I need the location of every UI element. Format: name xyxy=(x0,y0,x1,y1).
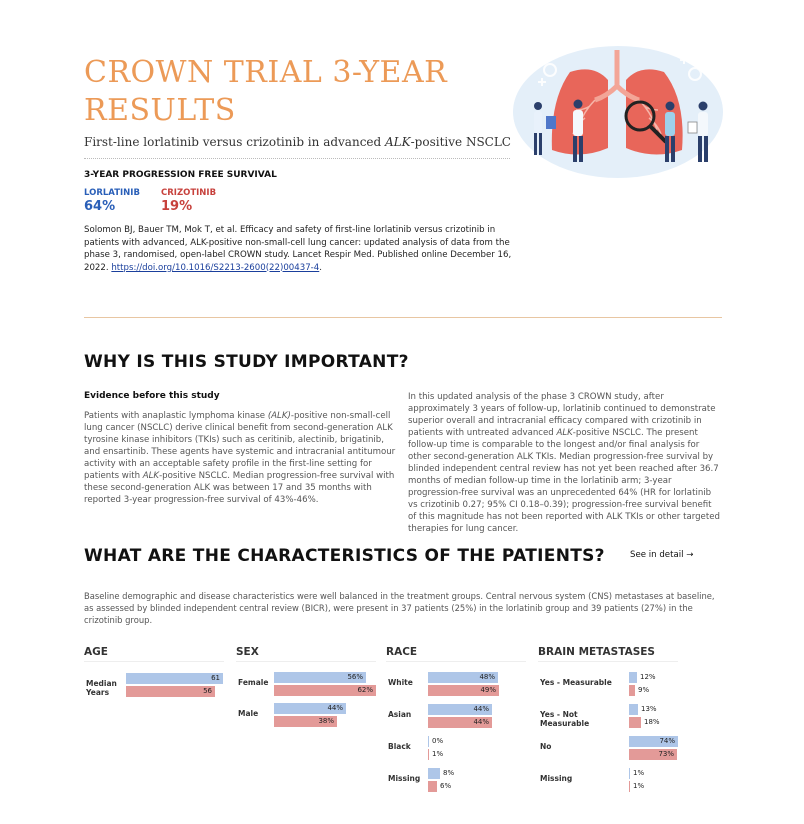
bar-value-label: 0% xyxy=(432,737,444,745)
bar-value-label: 74% xyxy=(659,737,675,745)
category-label: Yes - Not Measurable xyxy=(540,710,590,728)
crizotinib-bar xyxy=(629,685,650,696)
bar-value-label: 8% xyxy=(443,769,455,777)
lorlatinib-bar xyxy=(629,672,656,683)
bar-value-label: 62% xyxy=(357,686,373,694)
bar-value-label: 48% xyxy=(479,673,495,681)
bar-value-label: 1% xyxy=(633,769,645,777)
category-label: Female xyxy=(238,678,269,687)
section-divider xyxy=(84,317,722,318)
chart-title: BRAIN METASTASES xyxy=(538,646,678,662)
lorlatinib-bar xyxy=(428,768,455,779)
bar-value-label: 49% xyxy=(480,686,496,694)
bar-value-label: 13% xyxy=(641,705,657,713)
bar-value-label: 44% xyxy=(473,718,489,726)
category-label: Male xyxy=(238,709,259,718)
lorlatinib-bar xyxy=(274,672,366,683)
lorlatinib-bar xyxy=(126,673,223,684)
bar-value-label: 56% xyxy=(347,673,363,681)
bar-value-label: 9% xyxy=(638,686,650,694)
lorlatinib-bar xyxy=(629,736,678,747)
category-label: Asian xyxy=(388,710,412,719)
bar-value-label: 6% xyxy=(440,782,452,790)
bar-value-label: 1% xyxy=(432,750,444,758)
bar-value-label: 73% xyxy=(658,750,674,758)
lorlatinib-bar xyxy=(629,704,657,715)
chart-title: RACE xyxy=(386,646,526,662)
chart-title: AGE xyxy=(84,646,224,662)
evidence-heading: Evidence before this study xyxy=(84,391,220,401)
lorlatinib-bar xyxy=(428,736,444,747)
category-label: White xyxy=(388,678,413,687)
category-label: Median Years xyxy=(86,679,117,697)
lorlatinib-bar xyxy=(428,704,492,715)
category-label: No xyxy=(540,742,552,751)
category-label: Missing xyxy=(540,774,573,783)
analysis-text: In this updated analysis of the phase 3 CROWN study, after approximately 3 years of follow-up, lorlatinib continued to demonstrate superior overall and intracranial efficacy compared with crizotinib in patients with untreated advanced ALK-positive NSCLC. The present follow-up time is comparable to the longest and/or final analysis for other second-generation ALK TKIs. Median progression-free survival by blinded independent central review has not yet been reached after 36.7 months of median follow-up time in the lorlatinib arm; 3-year progression-free survival was an unprecedented 64% (HR for lorlatinib vs crizotinib 0.27; 95% CI 0.18–0.39); progression-free survival benefit of this magnitude has not been reported with ALK TKIs or other targeted therapies for lung cancer. xyxy=(408,392,720,534)
page-subtitle: First-line lorlatinib versus crizotinib in advanced ALK-positive NSCLC xyxy=(84,135,511,149)
lorlatinib-label: LORLATINIB xyxy=(84,188,140,198)
citation-link[interactable]: https://doi.org/10.1016/S2213-2600(22)00437-4 xyxy=(111,262,320,273)
evidence-text: Patients with anaplastic lymphoma kinase (ALK)-positive non-small-cell lung cancer (NSCLC) derive clinical benefit from second-generation ALK tyrosine kinase inhibitors (TKIs) such as ceritinib, alectinib, brigatinib, and ensartinib. These agents have systemic and intracranial antitumour activity with an acceptable safety profile in the first-line setting for patients with ALK-positive NSCLC. Median progression-free survival with these second-generation ALK was between 17 and 35 months with reported 3-year progression-free survival of 43%-46%. xyxy=(84,411,396,505)
crizotinib-bar xyxy=(126,686,215,697)
crizotinib-bar xyxy=(428,749,444,760)
lungs-illustration xyxy=(510,40,724,180)
bar-value-label: 12% xyxy=(640,673,656,681)
crizotinib-bar xyxy=(428,685,499,696)
category-label: Yes - Measurable xyxy=(540,678,612,687)
dotted-divider xyxy=(84,158,510,159)
crizotinib-bar xyxy=(428,717,492,728)
bar-value-label: 38% xyxy=(318,717,334,725)
bar-value-label: 18% xyxy=(644,718,660,726)
crizotinib-bar xyxy=(629,717,660,728)
pfs-title: 3-YEAR PROGRESSION FREE SURVIVAL xyxy=(84,170,277,180)
baseline-text: Baseline demographic and disease characteristics were well balanced in the treatment groups. Central nervous system (CNS) metastases at baseline, as assessed by blinded independent central review (BICR), were present in 37 patients (25%) in the lorlatinib group and 39 patients (27%) in the crizotinib group. xyxy=(84,591,715,625)
crizotinib-value: 19% xyxy=(161,199,193,214)
see-in-detail-link[interactable]: See in detail → xyxy=(630,550,694,560)
lorlatinib-bar xyxy=(629,768,645,779)
bar-value-label: 61 xyxy=(211,674,220,682)
crizotinib-bar xyxy=(274,716,337,727)
page-title: CROWN TRIAL 3-YEAR RESULTS xyxy=(84,55,448,128)
citation: Solomon BJ, Bauer TM, Mok T, et al. Efficacy and safety of first-line lorlatinib versus crizotinib in patients with advanced, ALK-positive non-small-cell lung cancer: updated analysis of data from the phase 3, randomised, open-label CROWN study. Lancet Respir Med. Published online December 16, 2022. https://doi.org/10.1016/S2213-2600(22)00437-4. xyxy=(84,225,512,273)
lorlatinib-bar xyxy=(274,703,346,714)
category-label: Missing xyxy=(388,774,421,783)
characteristics-heading: WHAT ARE THE CHARACTERISTICS OF THE PATIENTS? xyxy=(84,546,605,566)
category-label: Black xyxy=(388,742,411,751)
bar-value-label: 44% xyxy=(473,705,489,713)
bar-value-label: 1% xyxy=(633,782,645,790)
crizotinib-bar xyxy=(274,685,376,696)
crizotinib-bar xyxy=(428,781,452,792)
bar-value-label: 56 xyxy=(203,687,212,695)
chart-title: SEX xyxy=(236,646,376,662)
lorlatinib-value: 64% xyxy=(84,199,116,214)
crizotinib-bar xyxy=(629,749,677,760)
crizotinib-label: CRIZOTINIB xyxy=(161,188,217,198)
lorlatinib-bar xyxy=(428,672,498,683)
bar-value-label: 44% xyxy=(327,704,343,712)
why-heading: WHY IS THIS STUDY IMPORTANT? xyxy=(84,352,409,372)
crizotinib-bar xyxy=(629,781,645,792)
